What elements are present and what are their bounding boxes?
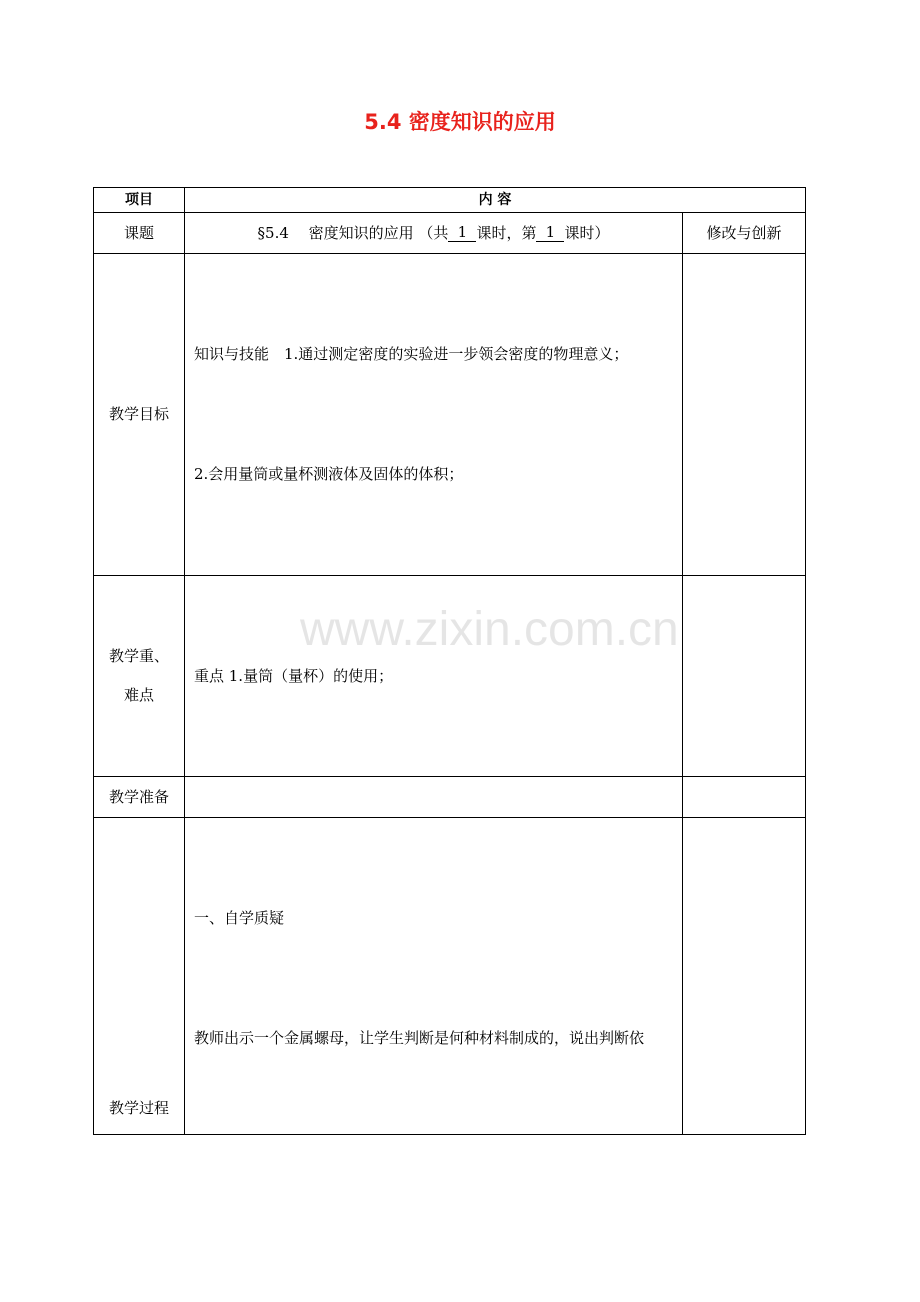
revision-header-text: 修改与创新 — [706, 223, 782, 242]
current-period-blank: 1 — [536, 224, 564, 242]
key-points-label-line: 教学重、 — [108, 647, 169, 665]
objectives-content — [184, 253, 683, 576]
key-points-label — [93, 575, 185, 777]
topic-suffix: 课时） — [564, 224, 610, 242]
topic-label — [93, 212, 185, 254]
preparation-label — [93, 776, 185, 818]
objectives-label — [93, 253, 185, 576]
topic-content — [184, 212, 683, 254]
objective-line: 2.会用量筒或量杯测液体及固体的体积； — [194, 465, 464, 483]
preparation-label-text: 教学准备 — [108, 787, 169, 806]
key-points-label-line: 难点 — [123, 686, 154, 704]
process-revision-cell — [682, 817, 806, 1135]
topic-mid: 课时，第 — [476, 224, 537, 242]
process-label-text: 教学过程 — [108, 1099, 169, 1117]
objectives-label-text: 教学目标 — [108, 405, 169, 423]
process-line: 一、自学质疑 — [194, 909, 285, 927]
preparation-revision-cell — [682, 776, 806, 818]
revision-header — [682, 212, 806, 254]
header-item: 项目 — [93, 187, 185, 213]
process-content — [184, 817, 683, 1135]
topic-label-text: 课题 — [123, 223, 154, 242]
process-line: 教师出示一个金属螺母，让学生判断是何种材料制成的，说出判断依 — [194, 1029, 645, 1047]
total-periods-blank: 1 — [448, 224, 476, 242]
objectives-revision-cell — [682, 253, 806, 576]
topic-prefix: §5.4 密度知识的应用 （共 — [257, 224, 449, 242]
preparation-content — [184, 776, 683, 818]
key-point-line: 重点 1.量筒（量杯）的使用； — [194, 667, 394, 685]
key-points-content — [184, 575, 683, 777]
key-points-revision-cell — [682, 575, 806, 777]
document-title: 5.4 密度知识的应用 — [364, 110, 556, 134]
objective-line: 知识与技能 1.通过测定密度的实验进一步领会密度的物理意义； — [194, 345, 629, 363]
process-label — [93, 817, 185, 1135]
watermark: www.zixin.com.cn — [300, 603, 679, 656]
header-content: 内 容 — [184, 187, 806, 213]
